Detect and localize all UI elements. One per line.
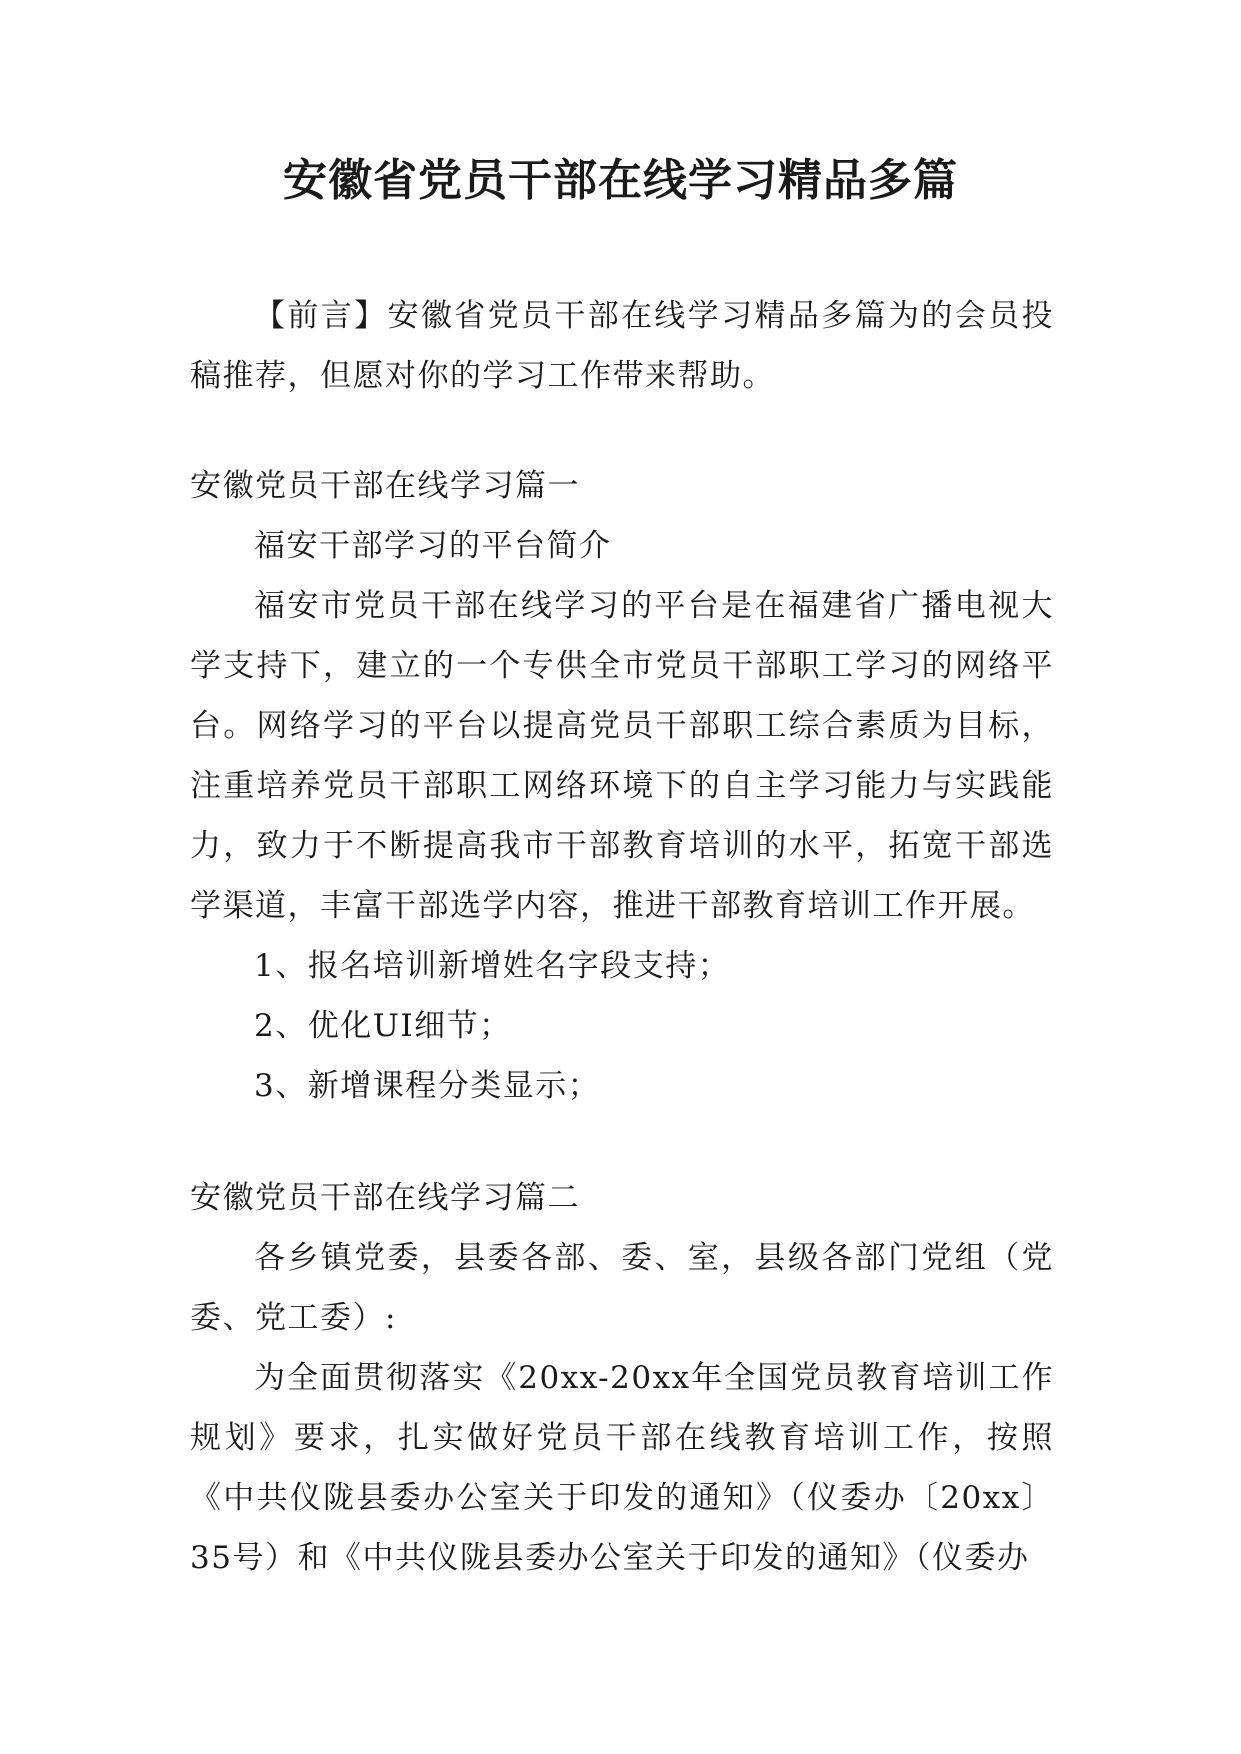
document-body bbox=[190, 286, 1054, 1588]
preface-paragraph: 【前言】安徽省党员干部在线学习精品多篇为的会员投稿推荐，但愿对你的学习工作带来帮助。 bbox=[190, 298, 1054, 394]
section-2-heading: 安徽党员干部在线学习篇二 bbox=[190, 1180, 580, 1216]
section-2-body: 为全面贯彻落实《20xx-20xx年全国党员教育培训工作规划》要求，扎实做好党员干部在线教育培训工作，按照《中共仪陇县委办公室关于印发的通知》（仪委办〔20xx〕35号）和《中共仪陇县委办公室关于印发的通知》（仪委办 bbox=[190, 1360, 1054, 1576]
section-1-heading: 安徽党员干部在线学习篇一 bbox=[190, 468, 580, 504]
list-item: 1、报名培训新增姓名字段支持； bbox=[254, 948, 731, 984]
section-1-body: 福安市党员干部在线学习的平台是在福建省广播电视大学支持下，建立的一个专供全市党员干部职工学习的网络平台。网络学习的平台以提高党员干部职工综合素质为目标，注重培养党员干部职工网络环境下的自主学习能力与实践能力，致力于不断提高我市干部教育培训的水平，拓宽干部选学渠道，丰富干部选学内容，推进干部教育培训工作开展。 bbox=[190, 588, 1054, 924]
section-1-subheading: 福安干部学习的平台简介 bbox=[254, 528, 612, 564]
list-item: 3、新增课程分类显示； bbox=[254, 1068, 601, 1104]
section-2-address: 各乡镇党委，县委各部、委、室，县级各部门党组（党委、党工委）: bbox=[190, 1240, 1054, 1336]
document-title: 安徽省党员干部在线学习精品多篇 bbox=[283, 155, 958, 206]
list-item: 2、优化UI细节； bbox=[254, 1008, 512, 1044]
